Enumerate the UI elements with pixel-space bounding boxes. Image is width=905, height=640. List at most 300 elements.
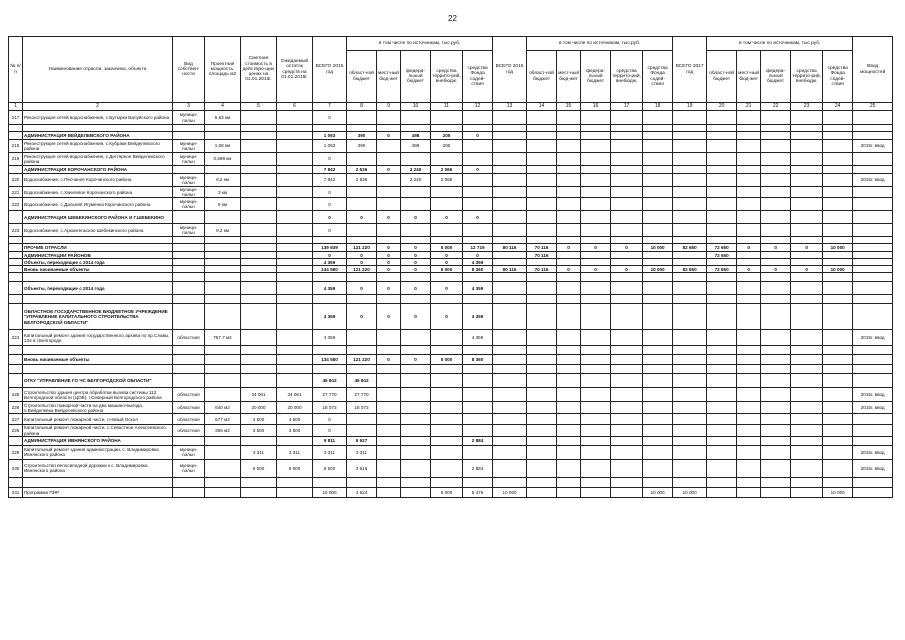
table-cell <box>527 414 557 425</box>
table-cell <box>581 346 611 355</box>
table-cell <box>493 459 527 477</box>
table-cell <box>527 224 557 237</box>
table-cell <box>823 402 853 414</box>
table-cell <box>611 132 643 140</box>
table-cell <box>791 365 823 374</box>
table-cell <box>493 237 527 244</box>
row-number-cell <box>9 304 23 330</box>
table-cell <box>791 198 823 211</box>
table-cell <box>707 374 737 388</box>
table-cell <box>493 425 527 436</box>
table-cell <box>527 174 557 187</box>
table-body <box>9 111 893 498</box>
table-cell: 0 <box>313 198 347 211</box>
table-cell <box>527 211 557 224</box>
table-cell <box>277 237 313 244</box>
column-number-cell: 2 <box>23 103 173 111</box>
table-cell: 0 <box>611 266 643 273</box>
table-cell: муници-пальн <box>173 198 205 211</box>
table-cell <box>241 125 277 132</box>
table-cell <box>277 125 313 132</box>
table-cell <box>581 282 611 295</box>
table-cell <box>205 295 241 304</box>
table-cell <box>611 355 643 365</box>
row-number-cell <box>9 266 23 273</box>
table-cell: 82 650 <box>673 244 707 252</box>
table-cell: 3 311 <box>241 445 277 459</box>
table-cell: 3 500 <box>241 425 277 436</box>
table-cell <box>431 445 463 459</box>
table-cell <box>707 402 737 414</box>
table-cell <box>205 211 241 224</box>
table-cell <box>277 355 313 365</box>
table-cell <box>463 153 493 166</box>
row-number-cell: 220 <box>9 174 23 187</box>
table-cell <box>611 211 643 224</box>
table-cell: 0 <box>431 211 463 224</box>
table-cell: 0 <box>431 259 463 266</box>
table-row <box>9 187 893 198</box>
table-cell: 4 500 <box>277 414 313 425</box>
column-number-cell: 13 <box>493 103 527 111</box>
table-cell <box>173 166 205 174</box>
table-cell <box>761 459 791 477</box>
row-number-cell <box>9 244 23 252</box>
table-cell <box>377 330 401 346</box>
table-cell <box>643 111 673 125</box>
table-cell <box>557 273 581 282</box>
table-cell <box>493 355 527 365</box>
table-cell: 0 <box>401 355 431 365</box>
row-number-cell: 228 <box>9 425 23 436</box>
table-cell <box>347 295 377 304</box>
table-cell <box>673 259 707 266</box>
table-cell <box>673 125 707 132</box>
table-cell <box>401 198 431 211</box>
table-row <box>9 365 893 374</box>
table-cell <box>823 125 853 132</box>
table-cell <box>347 153 377 166</box>
document-table-frame <box>8 36 892 498</box>
table-cell <box>791 282 823 295</box>
table-cell <box>527 140 557 153</box>
table-cell: 15 000 <box>313 487 347 497</box>
table-cell <box>557 140 581 153</box>
column-number-cell: 1 <box>9 103 23 111</box>
table-cell <box>277 273 313 282</box>
table-cell <box>737 425 761 436</box>
table-cell: 72 650 <box>707 266 737 273</box>
table-cell <box>241 487 277 497</box>
header-total-2016: ВСЕГО 2016 год <box>493 37 527 103</box>
header-commission: Ввод мощностей <box>853 37 893 103</box>
table-cell <box>173 259 205 266</box>
table-cell <box>401 111 431 125</box>
table-cell <box>205 244 241 252</box>
column-number-cell: 14 <box>527 103 557 111</box>
table-cell: 6 927 <box>347 436 377 445</box>
object-name-cell: АДМИНИСТРАЦИЯ ШЕБЕКИНСКОГО РАЙОНА И Г.ШЕБЕКИНО <box>23 211 173 224</box>
table-cell: 70 116 <box>527 252 557 259</box>
table-cell <box>173 304 205 330</box>
table-cell: 3 311 <box>277 445 313 459</box>
table-cell <box>853 111 893 125</box>
table-cell <box>493 132 527 140</box>
table-cell <box>581 224 611 237</box>
table-cell <box>431 224 463 237</box>
table-cell: 5 476 <box>463 487 493 497</box>
table-cell <box>527 132 557 140</box>
table-row <box>9 125 893 132</box>
table-cell <box>707 132 737 140</box>
table-cell <box>241 187 277 198</box>
table-cell <box>611 425 643 436</box>
table-cell <box>611 252 643 259</box>
table-cell <box>737 346 761 355</box>
table-cell <box>401 330 431 346</box>
object-name-cell <box>23 365 173 374</box>
table-cell: 0 <box>463 211 493 224</box>
table-cell <box>557 166 581 174</box>
table-cell <box>823 282 853 295</box>
column-number-cell: 6 <box>277 103 313 111</box>
table-cell: 2 884 <box>463 459 493 477</box>
table-row <box>9 330 893 346</box>
table-row <box>9 282 893 295</box>
table-cell <box>737 414 761 425</box>
table-cell: 359 м2 <box>205 425 241 436</box>
table-cell <box>557 304 581 330</box>
table-cell <box>761 487 791 497</box>
table-cell <box>791 388 823 402</box>
table-row <box>9 174 893 187</box>
table-cell <box>737 132 761 140</box>
table-cell: 390 <box>347 132 377 140</box>
table-cell <box>527 187 557 198</box>
table-cell <box>581 125 611 132</box>
object-name-cell <box>23 477 173 487</box>
table-cell <box>761 211 791 224</box>
table-cell <box>581 198 611 211</box>
table-cell: 0 <box>791 244 823 252</box>
table-cell <box>431 425 463 436</box>
table-cell <box>761 224 791 237</box>
table-cell <box>527 295 557 304</box>
table-cell <box>761 374 791 388</box>
table-cell <box>205 166 241 174</box>
table-cell <box>401 187 431 198</box>
table-cell <box>377 374 401 388</box>
table-cell <box>611 224 643 237</box>
table-cell <box>431 198 463 211</box>
table-cell <box>853 365 893 374</box>
object-name-cell: АДМИНИСТРАЦИЯ ИВНЯНСКОГО РАЙОНА <box>23 436 173 445</box>
table-cell <box>377 273 401 282</box>
table-cell <box>493 111 527 125</box>
table-cell <box>527 282 557 295</box>
table-cell <box>707 259 737 266</box>
table-cell <box>277 132 313 140</box>
table-cell: 3 500 <box>277 425 313 436</box>
table-cell <box>761 414 791 425</box>
row-number-cell: 221 <box>9 187 23 198</box>
table-cell <box>611 259 643 266</box>
table-row <box>9 140 893 153</box>
table-cell <box>557 125 581 132</box>
row-number-cell <box>9 273 23 282</box>
row-number-cell <box>9 237 23 244</box>
table-cell <box>643 414 673 425</box>
row-number-cell: 225 <box>9 388 23 402</box>
table-cell <box>557 477 581 487</box>
page-number: 22 <box>448 14 457 23</box>
table-cell <box>527 388 557 402</box>
column-number-cell: 4 <box>205 103 241 111</box>
table-cell <box>377 414 401 425</box>
row-number-cell <box>9 346 23 355</box>
header-capacity: Проектная мощность, площадь м2 <box>205 37 241 103</box>
table-cell <box>611 346 643 355</box>
table-row <box>9 346 893 355</box>
table-cell <box>611 111 643 125</box>
table-cell: 0 <box>401 266 431 273</box>
table-cell <box>791 237 823 244</box>
table-cell <box>493 388 527 402</box>
table-cell <box>611 174 643 187</box>
header-group-2016: в том числе по источникам, тыс.руб. <box>527 37 673 51</box>
table-cell <box>673 237 707 244</box>
table-cell <box>205 355 241 365</box>
header-fund-2015: средства Фонда содей-ствия <box>463 51 493 103</box>
table-cell <box>557 459 581 477</box>
header-total-2015: ВСЕГО 2015 год <box>313 37 347 103</box>
table-cell: 0 <box>611 244 643 252</box>
table-cell <box>241 224 277 237</box>
table-cell: 640 м2 <box>205 402 241 414</box>
table-cell <box>241 374 277 388</box>
table-cell: 0 <box>581 244 611 252</box>
table-cell <box>581 166 611 174</box>
column-number-cell: 18 <box>643 103 673 111</box>
table-cell <box>823 132 853 140</box>
table-cell <box>707 140 737 153</box>
header-territory-2017: средства террито-рий, внебюдж. <box>791 51 823 103</box>
table-cell <box>557 346 581 355</box>
table-cell <box>611 273 643 282</box>
table-cell <box>277 282 313 295</box>
table-cell <box>853 304 893 330</box>
table-cell <box>557 132 581 140</box>
table-cell <box>173 374 205 388</box>
table-row <box>9 445 893 459</box>
table-cell <box>527 355 557 365</box>
table-cell <box>581 304 611 330</box>
table-cell <box>557 402 581 414</box>
header-regional-2017: област-ной бюджет <box>707 51 737 103</box>
table-cell <box>527 487 557 497</box>
table-cell <box>347 224 377 237</box>
table-row <box>9 259 893 266</box>
row-number-cell <box>9 125 23 132</box>
table-cell: 4 359 <box>463 330 493 346</box>
table-cell <box>737 445 761 459</box>
table-cell: 0 <box>377 355 401 365</box>
table-cell: 0 <box>401 259 431 266</box>
table-cell: 10 000 <box>493 487 527 497</box>
table-cell <box>205 388 241 402</box>
table-cell <box>431 436 463 445</box>
table-cell <box>707 166 737 174</box>
object-name-cell: Реконструкция сетей водоснабжения, с.Дегтярное Вейделевского района <box>23 153 173 166</box>
table-cell <box>463 237 493 244</box>
table-cell <box>431 402 463 414</box>
table-cell <box>611 459 643 477</box>
table-cell: 20 000 <box>241 402 277 414</box>
table-cell <box>527 153 557 166</box>
table-cell <box>557 252 581 259</box>
table-cell <box>737 374 761 388</box>
table-cell <box>431 459 463 477</box>
row-number-cell <box>9 259 23 266</box>
table-cell <box>313 346 347 355</box>
table-cell: 0 <box>347 304 377 330</box>
table-cell <box>493 330 527 346</box>
table-cell <box>277 174 313 187</box>
table-cell: 0 <box>377 166 401 174</box>
table-row <box>9 244 893 252</box>
table-cell <box>205 436 241 445</box>
object-name-cell: ОГКУ "УПРАВЛЕНИЕ ГО ЧС БЕЛГОРОДСКОЙ ОБЛАСТИ" <box>23 374 173 388</box>
table-cell: 20 000 <box>277 402 313 414</box>
table-cell: 4 524 <box>347 487 377 497</box>
table-cell <box>527 365 557 374</box>
table-cell <box>347 477 377 487</box>
table-row <box>9 198 893 211</box>
table-cell <box>611 388 643 402</box>
table-cell: 0 <box>377 282 401 295</box>
table-cell: 390 <box>347 140 377 153</box>
table-cell <box>673 111 707 125</box>
table-cell <box>241 132 277 140</box>
table-cell: 10 000 <box>823 266 853 273</box>
table-cell <box>313 273 347 282</box>
table-cell <box>761 237 791 244</box>
table-cell <box>377 125 401 132</box>
table-cell: 0 <box>313 187 347 198</box>
table-cell: 2 536 <box>347 166 377 174</box>
table-cell <box>377 388 401 402</box>
table-cell <box>737 211 761 224</box>
table-cell <box>853 132 893 140</box>
table-cell: 0 <box>737 266 761 273</box>
table-cell <box>377 402 401 414</box>
table-cell <box>401 273 431 282</box>
table-cell <box>823 436 853 445</box>
table-cell <box>823 346 853 355</box>
table-cell <box>673 132 707 140</box>
table-cell: 0 <box>401 304 431 330</box>
table-cell <box>241 355 277 365</box>
table-cell <box>791 174 823 187</box>
table-cell <box>823 414 853 425</box>
table-cell <box>241 346 277 355</box>
table-header <box>9 37 893 111</box>
table-cell <box>707 187 737 198</box>
table-cell <box>277 346 313 355</box>
table-cell: 0 <box>737 244 761 252</box>
table-cell: 80 116 <box>493 266 527 273</box>
table-cell: 8 360 <box>463 266 493 273</box>
table-cell: 72 650 <box>707 244 737 252</box>
table-cell: 0 <box>377 211 401 224</box>
table-cell: 0 <box>431 252 463 259</box>
table-cell: 5 000 <box>431 355 463 365</box>
table-cell <box>431 346 463 355</box>
header-territory-2016: средства террито-рий, внебюдж. <box>611 51 643 103</box>
table-cell <box>611 330 643 346</box>
row-number-cell: 231 <box>9 487 23 497</box>
table-cell <box>581 355 611 365</box>
table-row <box>9 211 893 224</box>
table-cell <box>761 295 791 304</box>
table-cell <box>673 425 707 436</box>
table-cell <box>823 153 853 166</box>
table-cell <box>313 237 347 244</box>
table-row <box>9 355 893 365</box>
table-cell <box>581 295 611 304</box>
table-cell <box>493 477 527 487</box>
table-cell <box>853 266 893 273</box>
table-cell: 0 <box>313 111 347 125</box>
table-cell <box>241 436 277 445</box>
table-cell <box>277 166 313 174</box>
table-cell: 1 093 <box>313 132 347 140</box>
table-cell: 2015г. ввод <box>853 459 893 477</box>
table-cell <box>313 477 347 487</box>
table-cell <box>761 187 791 198</box>
table-cell <box>791 374 823 388</box>
object-name-cell: ОБЛАСТНОЕ ГОСУДАРСТВЕННОЕ БЮДЖЕТНОЕ УЧРЕЖДЕНИЕ "УПРАВЛЕНИЕ КАПИТАЛЬНОГО СТРОИТЕЛЬСТВА БЕЛГОРОДСКОЙ ОБЛАСТИ" <box>23 304 173 330</box>
table-cell <box>761 304 791 330</box>
table-cell <box>401 295 431 304</box>
table-cell: 0 <box>347 259 377 266</box>
table-cell: 0 <box>401 211 431 224</box>
table-cell <box>853 187 893 198</box>
table-cell <box>241 282 277 295</box>
table-cell <box>737 166 761 174</box>
table-cell <box>557 425 581 436</box>
table-cell <box>823 187 853 198</box>
row-number-cell: 223 <box>9 224 23 237</box>
table-cell <box>241 174 277 187</box>
table-cell <box>823 388 853 402</box>
column-number-cell: 3 <box>173 103 205 111</box>
table-cell <box>823 224 853 237</box>
table-cell <box>173 365 205 374</box>
table-cell <box>277 365 313 374</box>
table-cell: 134 580 <box>313 266 347 273</box>
table-cell <box>493 140 527 153</box>
table-cell <box>463 198 493 211</box>
table-cell <box>643 259 673 266</box>
header-federal-2017: федера-льный бюджет <box>761 51 791 103</box>
table-cell <box>673 140 707 153</box>
table-cell <box>463 402 493 414</box>
row-number-cell <box>9 252 23 259</box>
table-cell <box>707 125 737 132</box>
table-cell: областная <box>173 330 205 346</box>
header-group-2017: в том числе по источникам, тыс.руб. <box>707 37 853 51</box>
